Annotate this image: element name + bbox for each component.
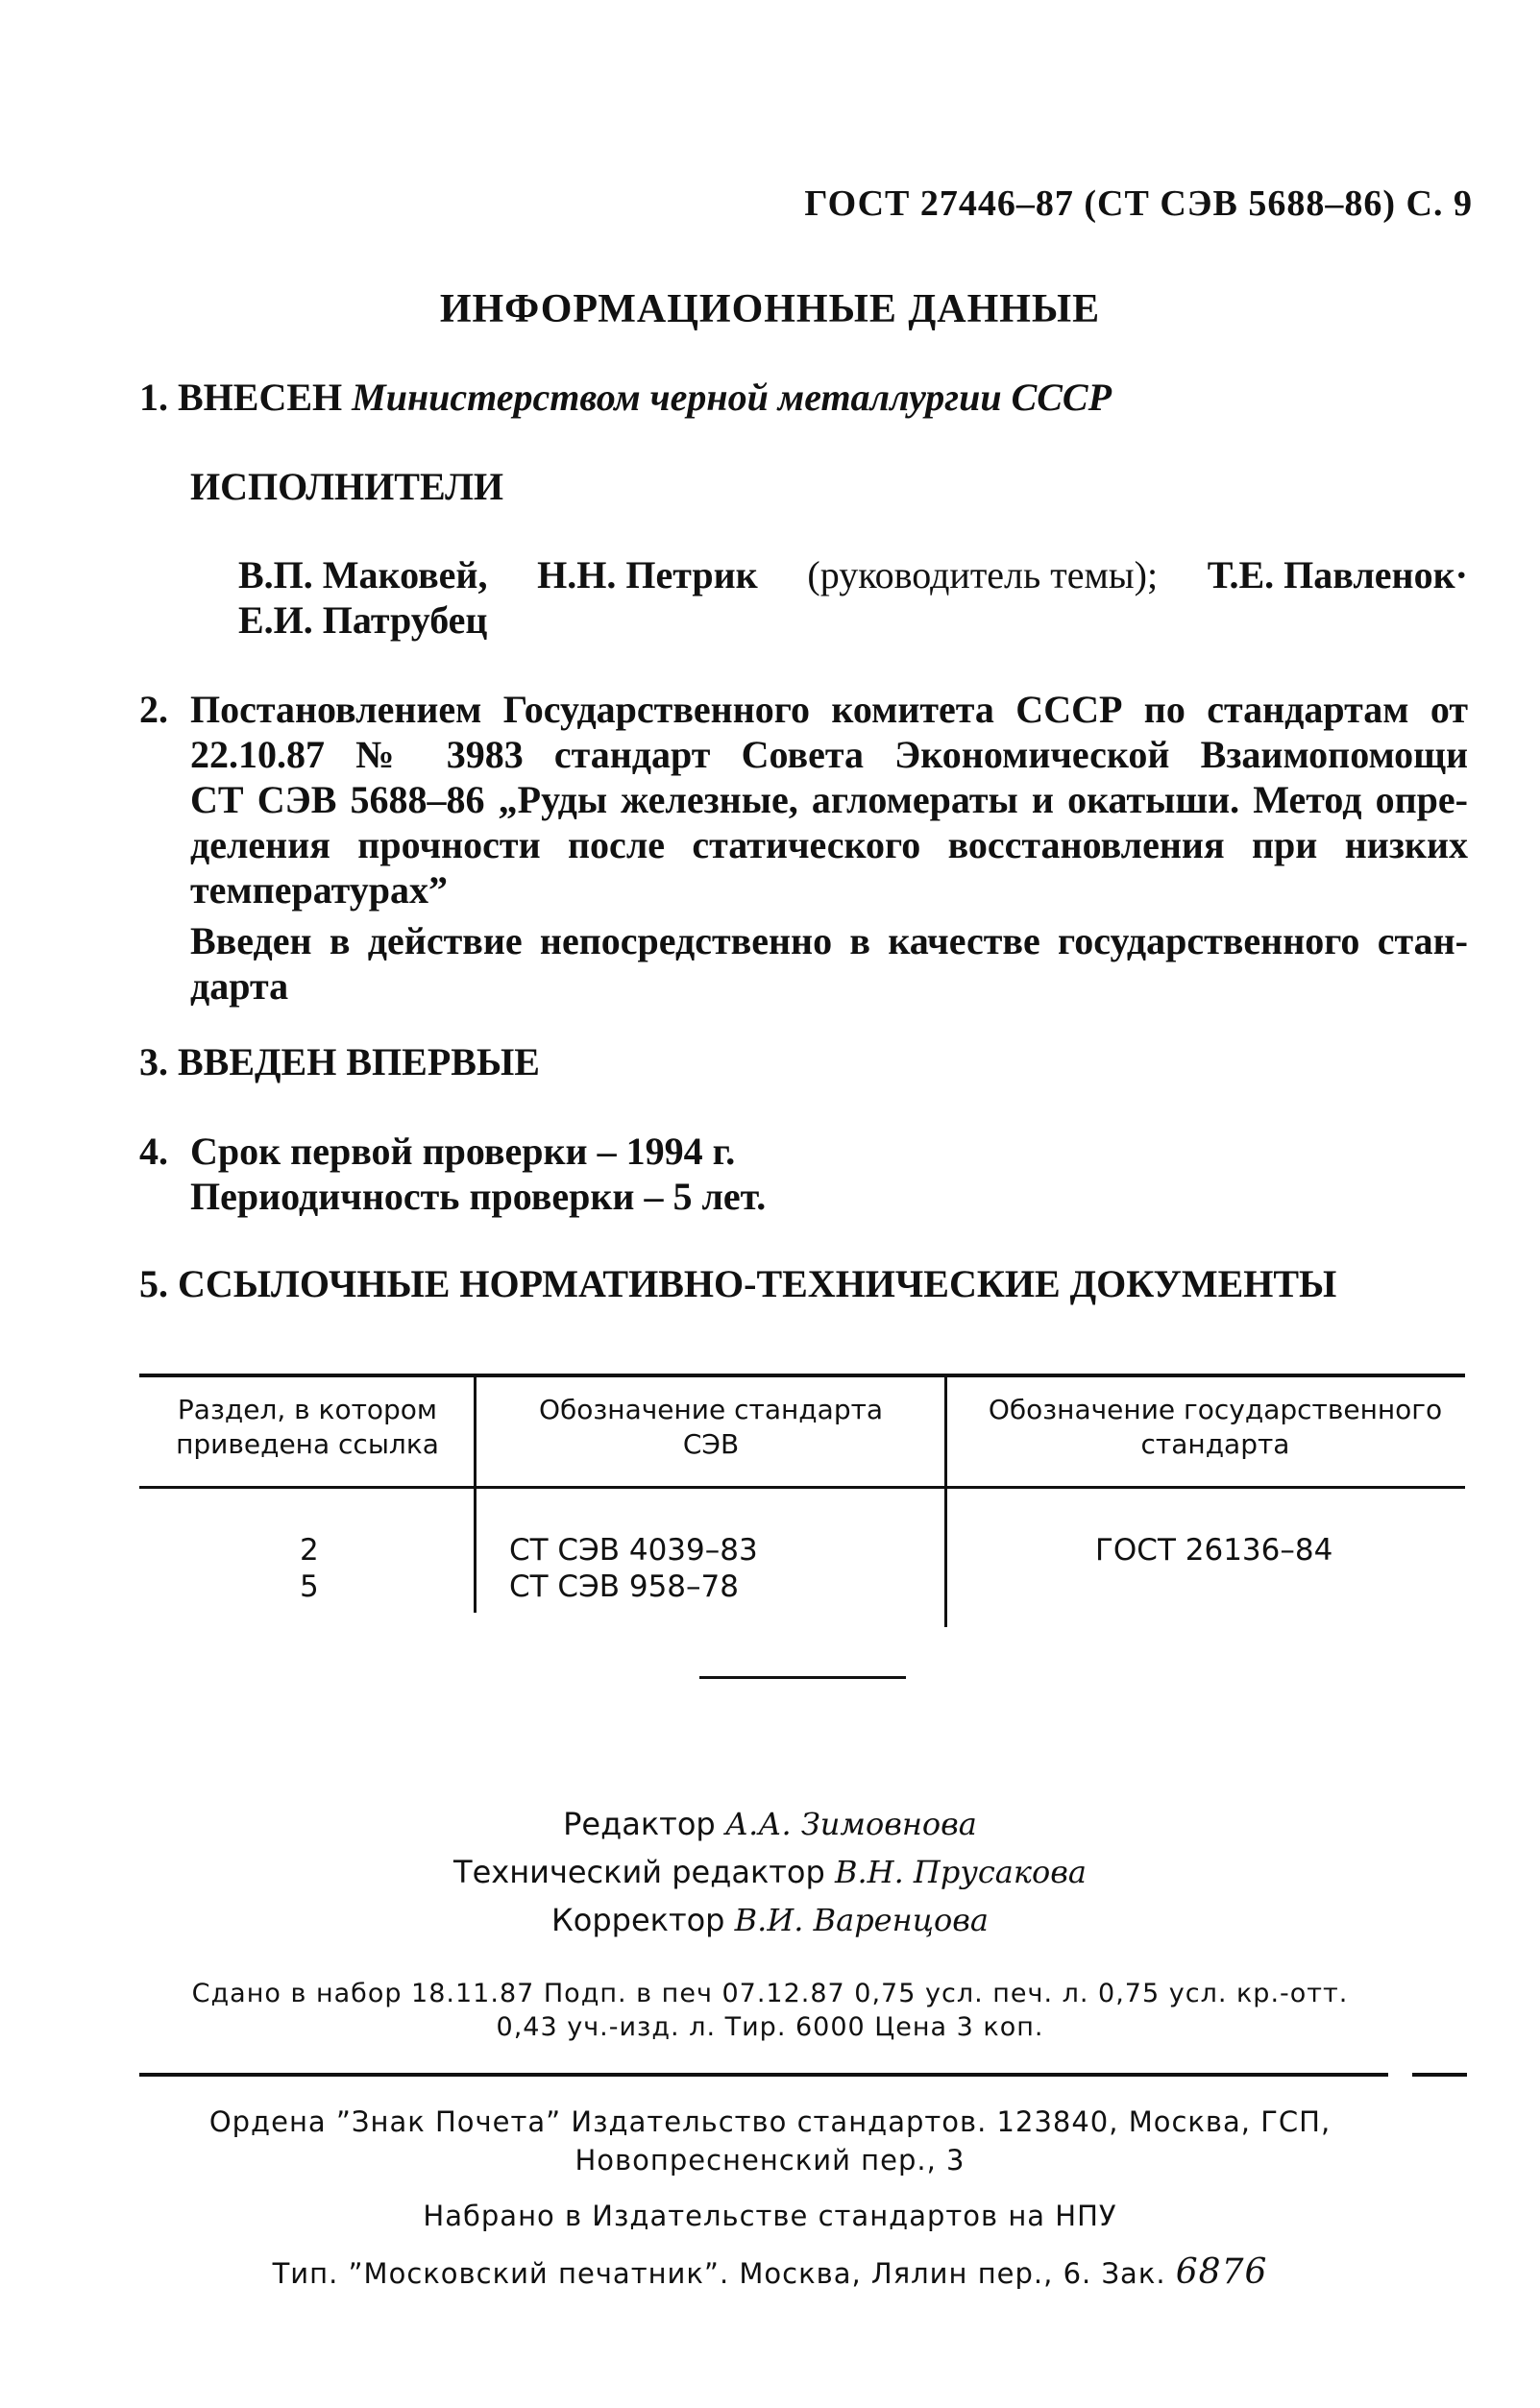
editor-name: А.А. Зимовнова [724, 1806, 977, 1842]
imprint-line-1: Ордена ”Знак Почета” Издательство стандартов. 123840, Москва, ГСП, [208, 2105, 1332, 2138]
table-divider-2 [944, 1377, 947, 1627]
table-top-rule [139, 1374, 1465, 1377]
credit-tech-editor [0, 1854, 1540, 1890]
executors-heading: ИСПОЛНИТЕЛИ [190, 465, 504, 508]
section-divider [699, 1676, 906, 1679]
table-header-rule [139, 1486, 1465, 1489]
item-2-line-3: СТ СЭВ 5688–86 „Руды железные, агломераты и окатыши. Метод опре- [190, 778, 1468, 821]
item-3-text: ВВЕДЕН ВПЕРВЫЕ [178, 1040, 540, 1083]
corrector-label: Корректор [551, 1902, 725, 1938]
item-2-line-7: дарта [190, 964, 289, 1008]
item-4-number: 4. [139, 1130, 168, 1173]
item-4-line-2: Периодичность проверки – 5 лет. [190, 1175, 767, 1218]
tech-editor-name: В.Н. Прусакова [834, 1854, 1087, 1890]
executor-petrik: Н.Н. Петрик [537, 553, 758, 596]
item-3-number: 3. [139, 1040, 168, 1083]
item-3 [139, 1039, 540, 1084]
imprint-printer: Тип. ”Московский печатник”. Москва, Лялин пер., 6. Зак. [272, 2257, 1166, 2290]
editor-label: Редактор [563, 1806, 716, 1842]
item-1-lead: ВНЕСЕН [178, 376, 343, 419]
executor-pavlenok: Т.Е. Павленок· [1207, 553, 1468, 596]
credit-corrector [0, 1902, 1540, 1938]
table-cell-section-2: 5 [300, 1569, 319, 1604]
imprint-rule [139, 2073, 1388, 2077]
credit-editor [0, 1806, 1540, 1842]
item-2-line-4: деления прочности после статического восстановления при низких [190, 823, 1468, 866]
executor-petrik-role: (руководитель темы); [807, 553, 1159, 596]
item-1-text: Министерством черной металлургии СССР [352, 376, 1112, 419]
item-1 [139, 375, 1112, 420]
publishing-line-1: Сдано в набор 18.11.87 Подп. в печ 07.12.87 0,75 усл. печ. л. 0,75 усл. кр.-отт. [191, 1979, 1349, 2008]
executors-line-1 [238, 552, 1468, 597]
corrector-name: В.И. Варенцова [734, 1902, 989, 1938]
item-2-line-1: Постановлением Государственного комитета СССР по стандартам от [190, 688, 1468, 731]
order-number: 6876 [1175, 2252, 1268, 2292]
table-header-sev: Обозначение стандарта СЭВ [538, 1394, 884, 1460]
table-cell-gost-1: ГОСТ 26136–84 [1095, 1533, 1333, 1568]
table-cell-sev-2: СТ СЭВ 958–78 [509, 1569, 739, 1604]
item-5-number: 5. [139, 1262, 168, 1305]
item-1-number: 1. [139, 376, 168, 419]
table-cell-section-1: 2 [300, 1533, 319, 1568]
imprint-line-2: Новопресненский пер., 3 [574, 2144, 966, 2177]
item-5 [139, 1261, 1336, 1306]
item-2-line-5: температурах” [190, 868, 449, 912]
item-4-line-1: Срок первой проверки – 1994 г. [190, 1130, 736, 1173]
item-2-line-6: Введен в действие непосредственно в качестве государственного стан- [190, 919, 1468, 962]
table-header-gost: Обозначение государственного стандарта [988, 1394, 1443, 1460]
item-2-number: 2. [139, 688, 168, 731]
publishing-line-2: 0,43 уч.-изд. л. Тир. 6000 Цена 3 коп. [496, 2012, 1044, 2042]
item-2-body [190, 687, 1468, 1009]
page-title: ИНФОРМАЦИОННЫЕ ДАННЫЕ [439, 287, 1101, 331]
item-2-line-2: 22.10.87 № 3983 стандарт Совета Экономической Взаимопомощи [190, 733, 1468, 776]
imprint-rule-end [1412, 2073, 1467, 2077]
table-header-section: Раздел, в котором приведена ссылка [176, 1394, 439, 1460]
tech-editor-label: Технический редактор [453, 1854, 825, 1890]
table-divider-1 [474, 1377, 477, 1613]
table-cell-sev-1: СТ СЭВ 4039–83 [509, 1533, 758, 1568]
page-header: ГОСТ 27446–87 (СТ СЭВ 5688–86) С. 9 [804, 183, 1473, 224]
imprint-line-4 [0, 2252, 1540, 2292]
executor-makovey: В.П. Маковей, [238, 553, 488, 596]
imprint-line-3: Набрано в Издательстве стандартов на НПУ [423, 2200, 1117, 2232]
executor-patrubets: Е.И. Патрубец [238, 598, 488, 642]
item-5-text: ССЫЛОЧНЫЕ НОРМАТИВНО-ТЕХНИЧЕСКИЕ ДОКУМЕНТЫ [178, 1262, 1337, 1305]
